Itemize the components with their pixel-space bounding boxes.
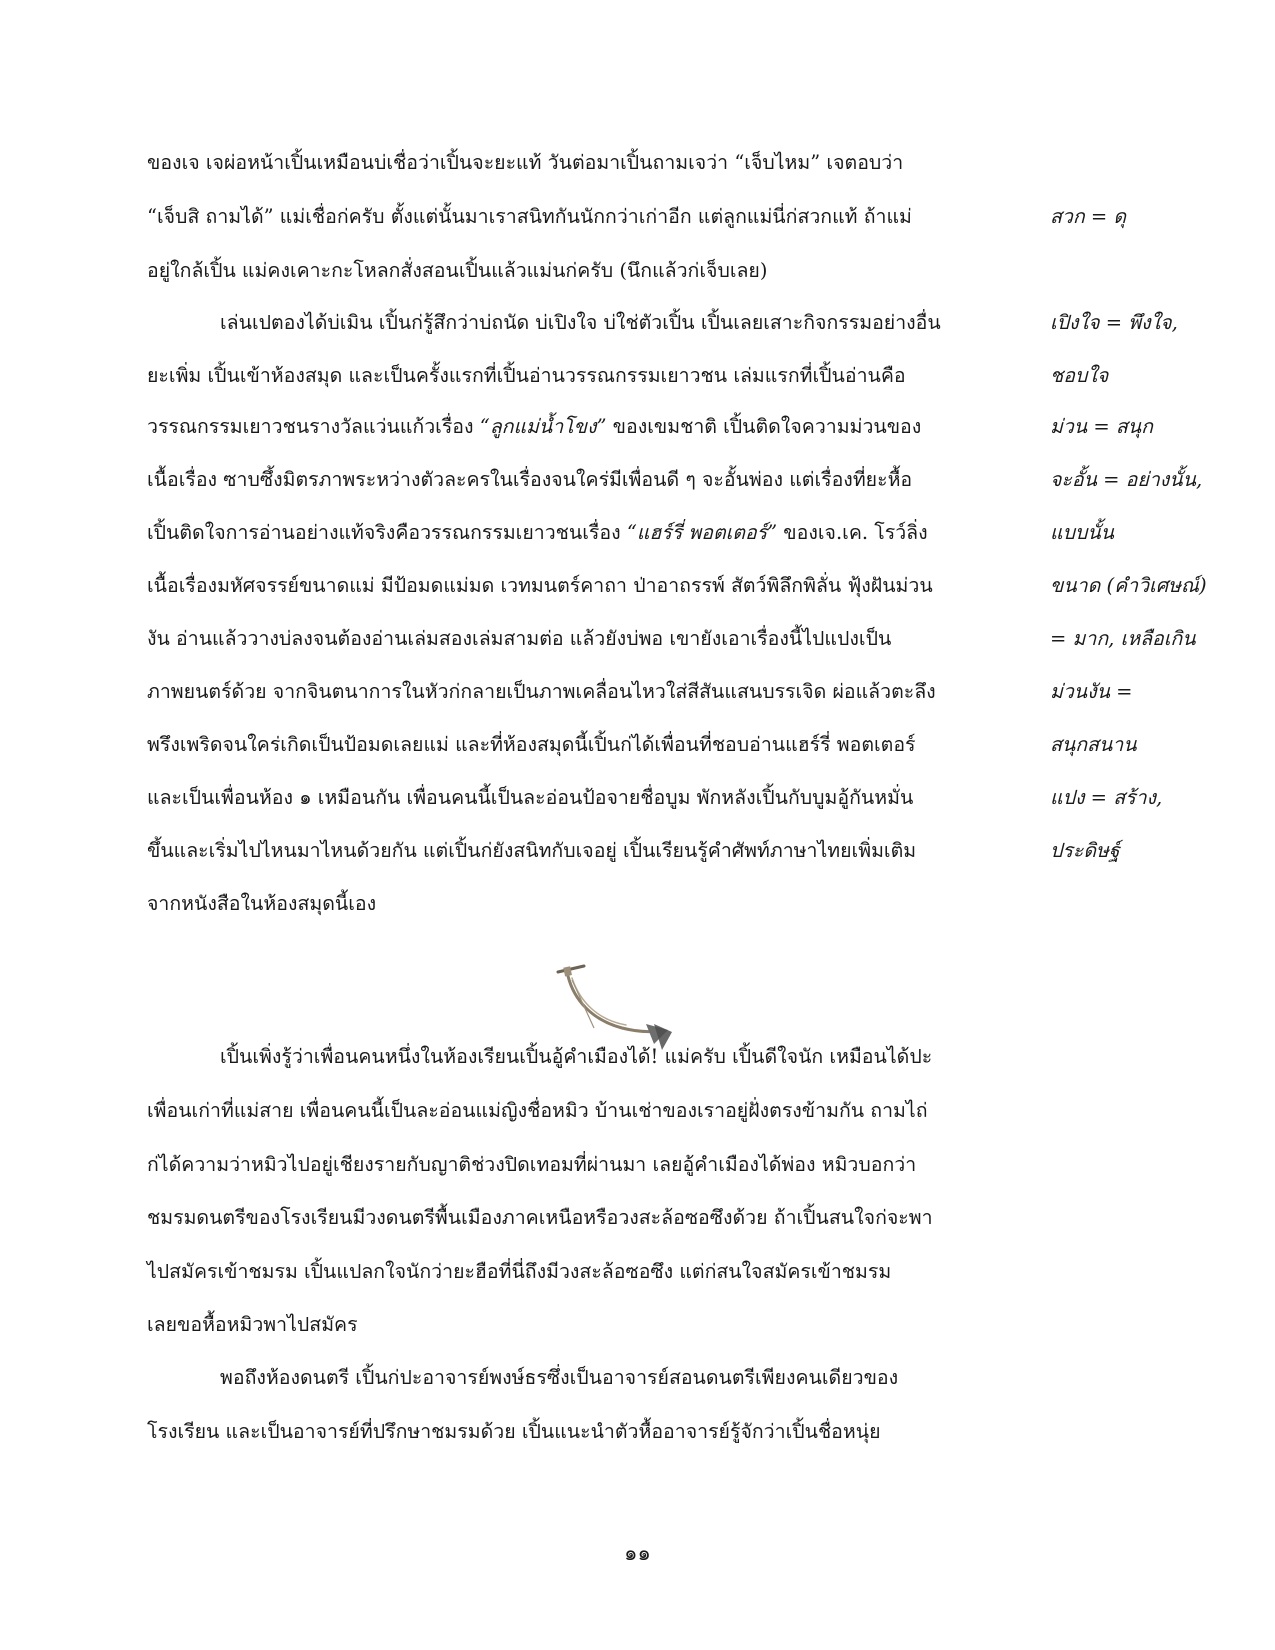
book-title: “แฮร์รี่ พอตเตอร์” [626,521,778,544]
text-line: พอถึงห้องดนตรี เปิ้นก่ปะอาจารย์พงษ์ธรซึ่งเป็นอาจารย์สอนดนตรีเพียงคนเดียวของ [220,1366,899,1389]
glossary-entry: จะอั้น = อย่างนั้น, [1050,468,1203,491]
glossary-entry: ม่วนงัน = [1050,680,1133,703]
text-line: ก่ได้ความว่าหมิวไปอยู่เชียงรายกับญาติช่วงปิดเทอมที่ผ่านมา เลยอู้คำเมืองได้พ่อง หมิวบอกว่า [147,1153,917,1176]
text-line: พรึงเพริดจนใคร่เกิดเป็นป้อมดเลยแม่ และที่ห้องสมุดนี้เปิ้นก่ได้เพื่อนที่ชอบอ่านแฮร์รี่ พอตเตอร์ [147,733,916,756]
glossary-entry: = มาก, เหลือเกิน [1050,627,1196,650]
text-line: เพื่อนเก่าที่แม่สาย เพื่อนคนนี้เป็นละอ่อนแม่ญิงชื่อหมิว บ้านเช่าของเราอยู่ฝั่งตรงข้ามกัน ถามไถ่ [147,1099,928,1122]
text-line: เนื้อเรื่องมหัศจรรย์ขนาดแม่ มีป้อมดแม่มด เวทมนตร์คาถา ป่าอาถรรพ์ สัตว์พิลึกพิลั่น ฟุ้งฝันม่วน [147,574,933,597]
text-line [147,412,921,442]
text-segment: ของเขมชาติ เปิ้นติดใจความม่วนของ [606,415,922,438]
text-line: เล่นเปตองได้บ่เมิน เปิ้นก่รู้สึกว่าบ่ถนัด บ่เปิงใจ บ่ใช่ตัวเปิ้น เปิ้นเลยเสาะกิจกรรมอย่างอื่น [220,311,941,334]
text-line: ของเจ เจผ่อหน้าเปิ้นเหมือนบ่เชื่อว่าเปิ้นจะยะแท้ วันต่อมาเปิ้นถามเจว่า “เจ็บไหม” เจตอบว่า [147,151,904,174]
text-segment: เปิ้นติดใจการอ่านอย่างแท้จริงคือวรรณกรรมเยาวชนเรื่อง [147,521,627,544]
text-line: ขึ้นและเริ่มไปไหนมาไหนด้วยกัน แต่เปิ้นก่ยังสนิทกับเจอยู่ เปิ้นเรียนรู้คำศัพท์ภาษาไทยเพิ่มเติม [147,839,917,862]
glossary-entry: สวก = ดุ [1050,205,1127,228]
glossary-entry: สนุกสนาน [1050,733,1137,756]
text-segment: ของเจ.เค. โรว์ลิ่ง [777,521,928,544]
glossary-entry: แปง = สร้าง, [1050,786,1163,809]
text-line: อยู่ใกล้เปิ้น แม่คงเคาะกะโหลกสั่งสอนเปิ้นแล้วแม่นก่ครับ (นึกแล้วก่เจ็บเลย) [147,259,768,282]
text-line: เนื้อเรื่อง ซาบซึ้งมิตรภาพระหว่างตัวละครในเรื่องจนใคร่มีเพื่อนดี ๆ จะอั้นพ่อง แต่เรื่องที่ยะหื้อ [147,468,913,491]
book-title: “ลูกแม่น้ำโขง” [479,415,607,438]
text-line: เปิ้นเพิ่งรู้ว่าเพื่อนคนหนึ่งในห้องเรียนเปิ้นอู้คำเมืองได้! แม่ครับ เปิ้นดีใจนัก เหมือนได้ปะ [220,1045,933,1068]
text-line: ชมรมดนตรีของโรงเรียนมีวงดนตรีพื้นเมืองภาคเหนือหรือวงสะล้อซอซึงด้วย ถ้าเปิ้นสนใจก่จะพา [147,1206,933,1229]
text-line: งัน อ่านแล้ววางบ่ลงจนต้องอ่านเล่มสองเล่มสามต่อ แล้วยังบ่พอ เขายังเอาเรื่องนี้ไปแปงเป็น [147,627,892,650]
text-segment: วรรณกรรมเยาวชนรางวัลแว่นแก้วเรื่อง [147,415,480,438]
text-line: “เจ็บสิ ถามได้” แม่เชื่อก่ครับ ตั้งแต่นั้นมาเราสนิทกันนักกว่าเก่าอีก แต่ลูกแม่นี่ก่สวกแท้ ถ้าแม่ [147,205,912,228]
text-line: เลยขอหื้อหมิวพาไปสมัคร [147,1313,358,1336]
text-line: จากหนังสือในห้องสมุดนี้เอง [147,892,377,915]
text-line: และเป็นเพื่อนห้อง ๑ เหมือนกัน เพื่อนคนนี้เป็นละอ่อนป้อจายชื่อบูม พักหลังเปิ้นกับบูมอู้กันหมั่น [147,786,914,809]
text-line: ไปสมัครเข้าชมรม เปิ้นแปลกใจนักว่ายะฮือที่นี่ถึงมีวงสะล้อซอซึง แต่ก่สนใจสมัครเข้าชมรม [147,1260,892,1283]
text-line [147,518,928,548]
page-number: ๑๑ [624,1541,651,1565]
text-line: โรงเรียน และเป็นอาจารย์ที่ปรึกษาชมรมด้วย เปิ้นแนะนำตัวหื้ออาจารย์รู้จักว่าเปิ้นชื่อหนุ่ย [147,1420,881,1443]
glossary-entry: ขนาด (คำวิเศษณ์) [1050,574,1207,597]
glossary-entry: ชอบใจ [1050,364,1109,387]
glossary-entry: ประดิษฐ์ [1050,839,1120,862]
glossary-entry: แบบนั้น [1050,521,1114,544]
text-line: ยะเพิ่ม เปิ้นเข้าห้องสมุด และเป็นครั้งแรกที่เปิ้นอ่านวรรณกรรมเยาวชน เล่มแรกที่เปิ้นอ่านคือ [147,364,906,387]
text-line: ภาพยนตร์ด้วย จากจินตนาการในหัวก่กลายเป็นภาพเคลื่อนไหวใส่สีสันแสนบรรเจิด ผ่อแล้วตะลึง [147,680,936,703]
glossary-entry: ม่วน = สนุก [1050,415,1153,438]
glossary-entry: เปิงใจ = พึงใจ, [1050,311,1178,334]
